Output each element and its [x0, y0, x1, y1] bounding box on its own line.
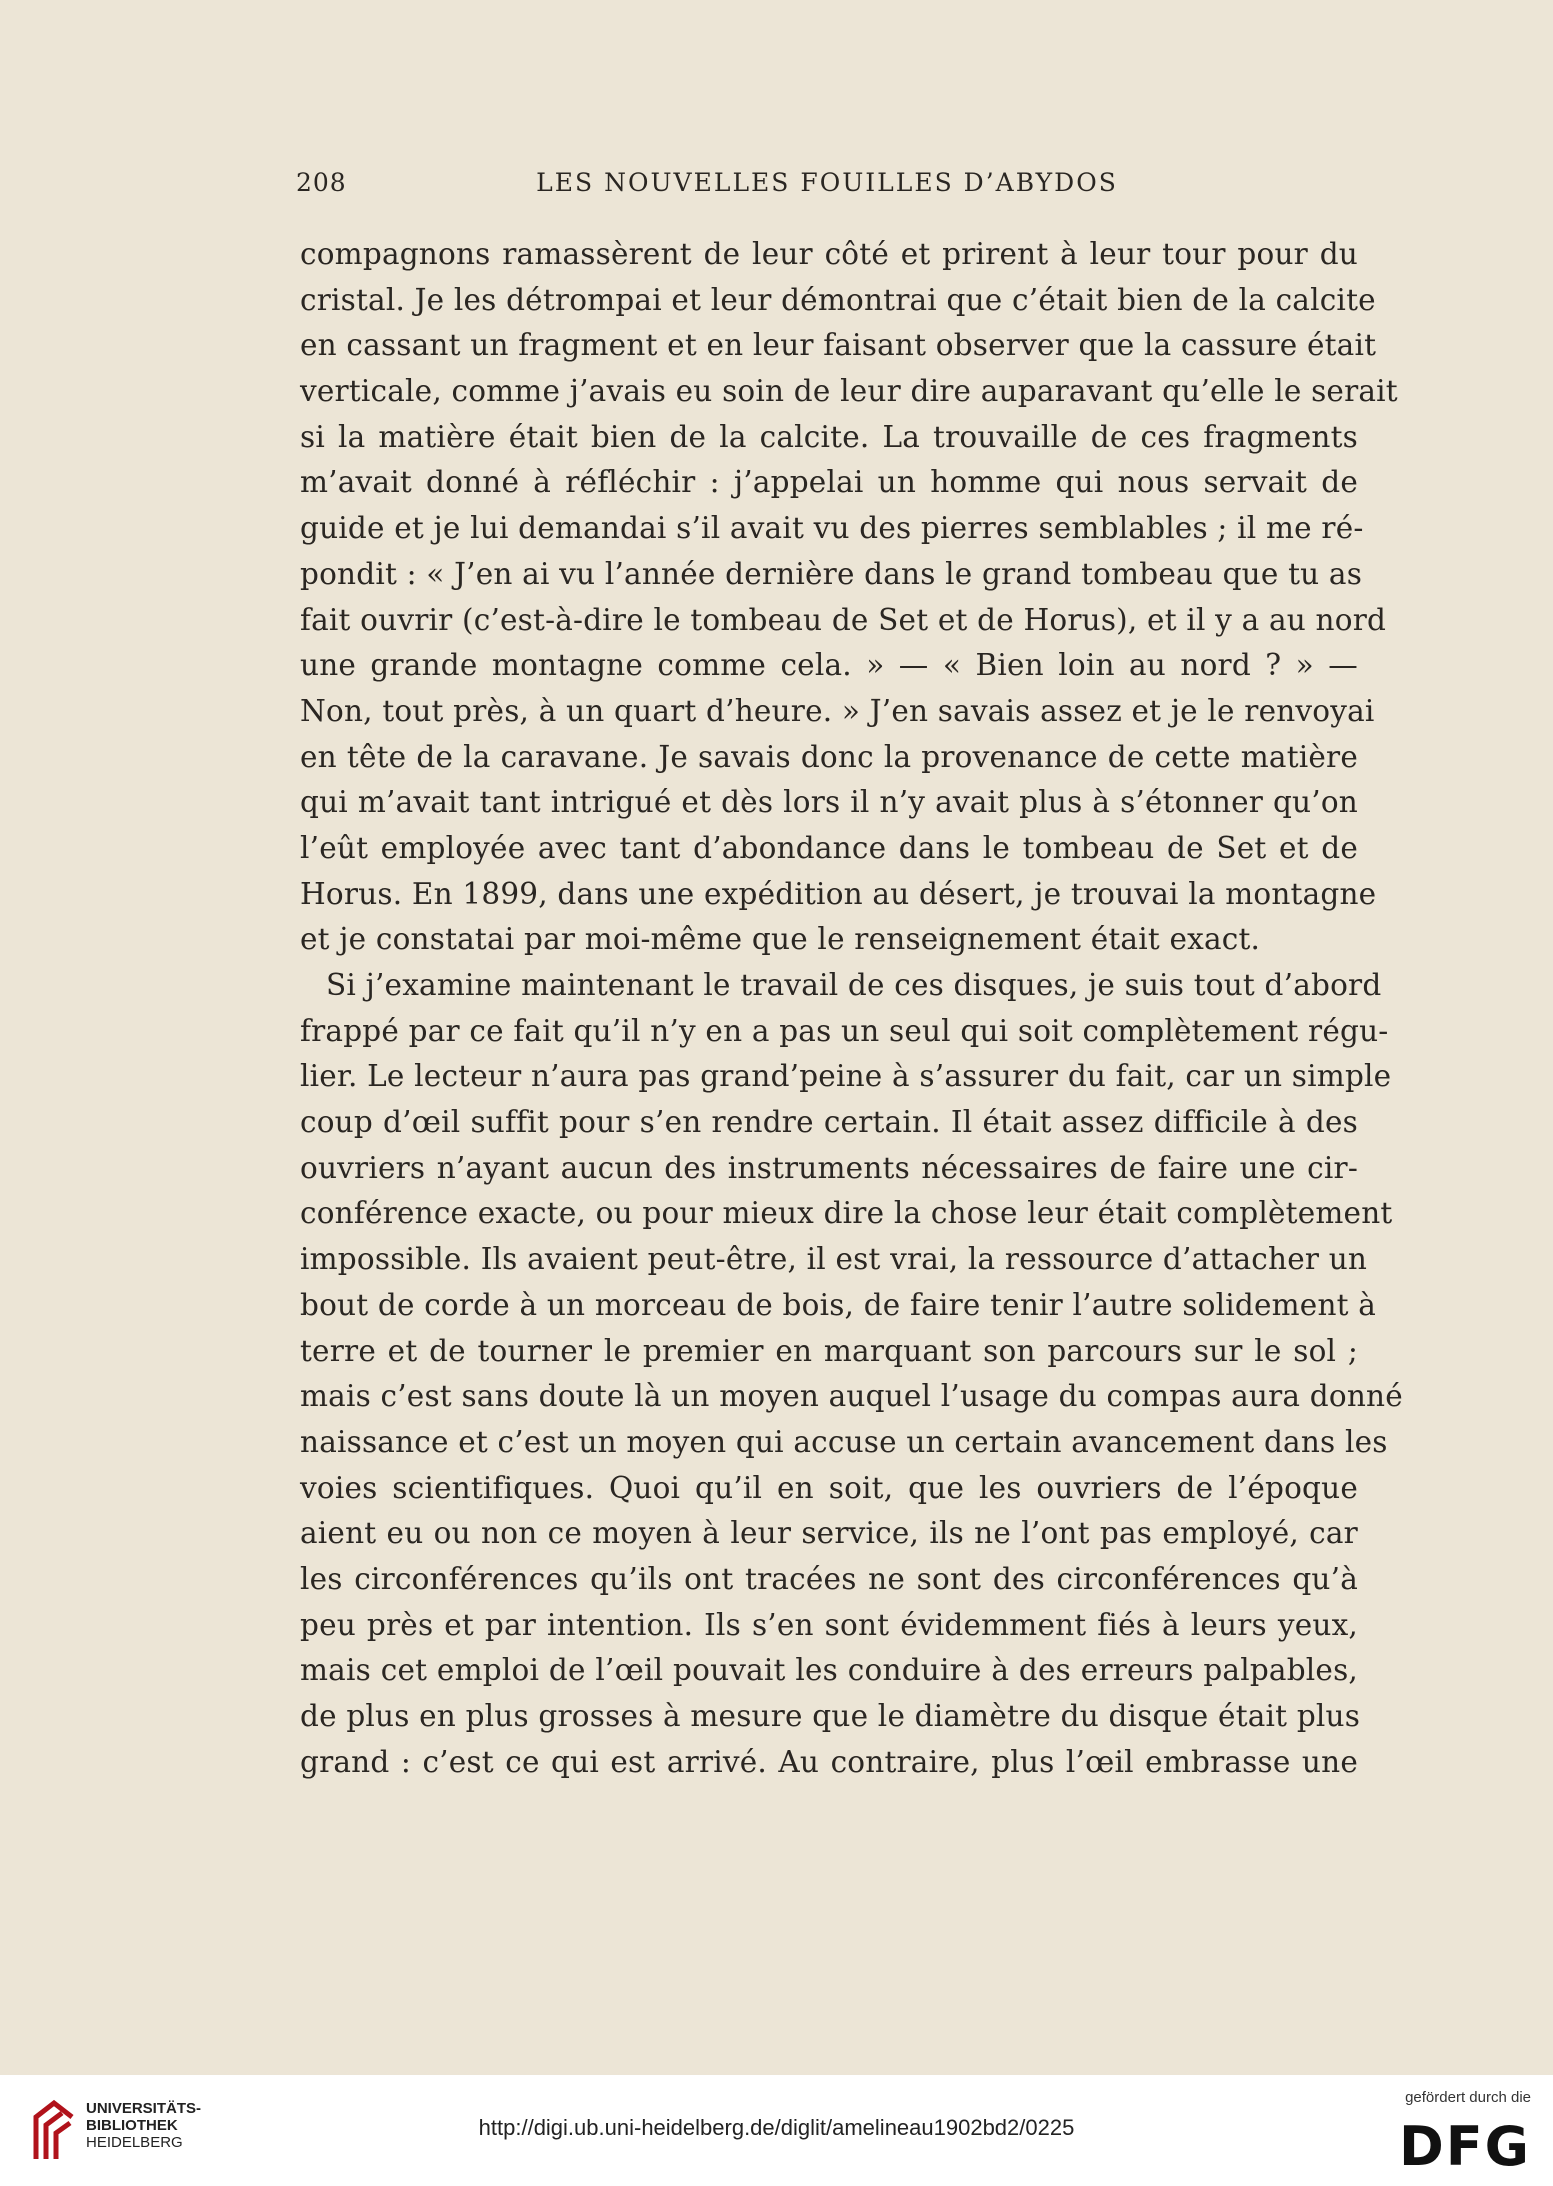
text-line: mais c’est sans doute là un moyen auquel l’usage du compas aura donné [300, 1379, 1403, 1414]
text-line: fait ouvrir (c’est-à-dire le tombeau de Set et de Horus), et il y a au nord [300, 602, 1387, 637]
text-line: pondit : « J’en ai vu l’année dernière dans le grand tombeau que tu as [300, 556, 1363, 591]
running-title: LES NOUVELLES FOUILLES D’ABYDOS [536, 168, 1118, 197]
text-line: grand : c’est ce qui est arrivé. Au contraire, plus l’œil embrasse une [300, 1744, 1358, 1779]
body-text [300, 232, 1403, 1785]
text-line: une grande montagne comme cela. » — « Bien loin au nord ? » — [300, 648, 1358, 683]
text-line: coup d’œil suffit pour s’en rendre certain. Il était assez difficile à des [300, 1105, 1358, 1140]
text-line: l’eût employée avec tant d’abondance dans le tombeau de Set et de [300, 830, 1358, 865]
text-line: cristal. Je les détrompai et leur démontrai que c’était bien de la calcite [300, 282, 1376, 317]
permalink-url[interactable]: http://digi.ub.uni-heidelberg.de/diglit/amelineau1902bd2/0225 [478, 2115, 1075, 2140]
text-line: terre et de tourner le premier en marquant son parcours sur le sol ; [300, 1333, 1358, 1368]
text-line: si la matière était bien de la calcite. La trouvaille de ces fragments [300, 419, 1358, 454]
text-line: compagnons ramassèrent de leur côté et prirent à leur tour pour du [300, 237, 1358, 271]
text-line: qui m’avait tant intrigué et dès lors il n’y avait plus à s’étonner qu’on [300, 785, 1358, 820]
text-line: en cassant un fragment et en leur faisant observer que la cassure était [300, 328, 1377, 363]
text-line: conférence exacte, ou pour mieux dire la chose leur était complètement [300, 1196, 1393, 1231]
text-line: verticale, comme j’avais eu soin de leur dire auparavant qu’elle le serait [300, 374, 1398, 409]
text-line: impossible. Ils avaient peut-être, il est vrai, la ressource d’attacher un [300, 1242, 1368, 1277]
page-number: 208 [296, 168, 347, 197]
running-head [296, 168, 1358, 208]
text-line: mais cet emploi de l’œil pouvait les conduire à des erreurs palpables, [300, 1653, 1358, 1688]
text-line: lier. Le lecteur n’aura pas grand’peine à s’assurer du fait, car un simple [300, 1059, 1392, 1094]
funding-label: gefördert durch die [1405, 2089, 1531, 2106]
text-line: frappé par ce fait qu’il n’y en a pas un seul qui soit complètement régu- [300, 1013, 1389, 1048]
text-line: guide et je lui demandai s’il avait vu des pierres semblables ; il me ré- [300, 511, 1364, 546]
text-line: Horus. En 1899, dans une expédition au désert, je trouvai la montagne [300, 876, 1377, 911]
library-name-line: HEIDELBERG [86, 2134, 183, 2151]
text-line: et je constatai par moi-même que le renseignement était exact. [300, 922, 1261, 957]
text-line: les circonférences qu’ils ont tracées ne sont des circonférences qu’à [300, 1561, 1358, 1596]
text-line: de plus en plus grosses à mesure que le diamètre du disque était plus [300, 1699, 1361, 1733]
viewer-footer [0, 2075, 1553, 2186]
text-line: voies scientifiques. Quoi qu’il en soit, que les ouvriers de l’époque [300, 1470, 1358, 1505]
library-name-line: UNIVERSITÄTS- [86, 2100, 202, 2117]
dfg-logo: DFG [1398, 2115, 1531, 2178]
text-line: Non, tout près, à un quart d’heure. » J’en savais assez et je le renvoyai [300, 693, 1375, 728]
text-line: bout de corde à un morceau de bois, de faire tenir l’autre solidement à [300, 1287, 1377, 1322]
text-line: en tête de la caravane. Je savais donc la provenance de cette matière [300, 739, 1358, 774]
text-line: naissance et c’est un moyen qui accuse un certain avancement dans les [300, 1424, 1388, 1459]
text-line: peu près et par intention. Ils s’en sont évidemment fiés à leurs yeux, [300, 1607, 1358, 1642]
text-line: ouvriers n’ayant aucun des instruments nécessaires de faire une cir- [300, 1150, 1358, 1185]
text-line: aient eu ou non ce moyen à leur service, ils ne l’ont pas employé, car [300, 1516, 1358, 1551]
text-line: m’avait donné à réfléchir : j’appelai un homme qui nous servait de [300, 465, 1358, 500]
text-line: Si j’examine maintenant le travail de ces disques, je suis tout d’abord [326, 968, 1382, 1002]
library-name-line: BIBLIOTHEK [86, 2117, 178, 2134]
